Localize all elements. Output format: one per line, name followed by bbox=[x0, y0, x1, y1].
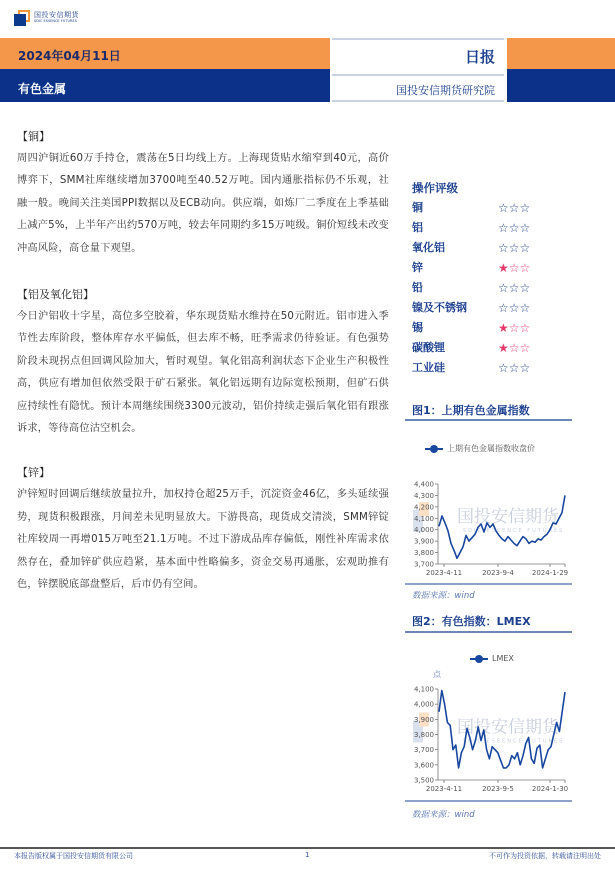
svg-text:3,700: 3,700 bbox=[413, 746, 434, 755]
rating-stars bbox=[498, 238, 530, 258]
star-empty-icon: ☆ bbox=[498, 301, 509, 315]
figure-2-chart bbox=[405, 683, 575, 798]
figure-2-bottom-rule bbox=[405, 800, 572, 802]
figure-1-chart bbox=[405, 478, 575, 582]
star-filled-icon: ★ bbox=[498, 261, 509, 275]
svg-text:SDIC ESSENCE FUTURES: SDIC ESSENCE FUTURES bbox=[463, 738, 565, 745]
svg-text:2023-9-5: 2023-9-5 bbox=[482, 785, 514, 793]
rating-row bbox=[412, 338, 607, 358]
rating-commodity: 工业硅 bbox=[412, 361, 445, 374]
rating-row bbox=[412, 218, 607, 238]
star-empty-icon: ☆ bbox=[508, 281, 520, 295]
legend-label: LMEX bbox=[492, 654, 514, 663]
rating-stars bbox=[498, 358, 530, 378]
report-type: 日报 bbox=[464, 48, 495, 66]
rating-row bbox=[412, 198, 607, 218]
star-empty-icon: ☆ bbox=[508, 341, 520, 355]
svg-text:4,200: 4,200 bbox=[413, 503, 434, 512]
svg-text:4,100: 4,100 bbox=[413, 685, 434, 694]
star-empty-icon: ☆ bbox=[498, 221, 509, 235]
svg-text:3,800: 3,800 bbox=[413, 731, 434, 739]
svg-text:4,000: 4,000 bbox=[413, 526, 434, 535]
logo-icon bbox=[14, 10, 30, 26]
section-copper bbox=[17, 126, 389, 260]
star-empty-icon: ☆ bbox=[508, 241, 520, 255]
svg-text:2023-4-11: 2023-4-11 bbox=[425, 569, 463, 577]
star-empty-icon: ☆ bbox=[498, 201, 509, 215]
star-empty-icon: ☆ bbox=[519, 361, 531, 375]
star-empty-icon: ☆ bbox=[508, 301, 520, 315]
svg-text:4,000: 4,000 bbox=[413, 700, 434, 709]
svg-text:3,500: 3,500 bbox=[413, 776, 434, 785]
rating-commodity: 氧化铝 bbox=[412, 241, 445, 254]
rating-stars bbox=[498, 298, 530, 318]
rating-commodity: 锡 bbox=[412, 321, 423, 334]
svg-text:SDIC ESSENCE FUTURES: SDIC ESSENCE FUTURES bbox=[463, 528, 565, 534]
section-body: 周四沪铜近60万手持仓，震荡在5日均线上方。上海现货贴水缩窄到40元，高价博弈下，SMM社库继续增加3700吨至40.52万吨。国内通胀指标仍不乐观，社融一般。晚间关注美国PPI数据以及ECB动向。供应端，如炼厂二季度在上季基础上减产5%，上半年产出约570万吨，较去年同期约多15万吨级。铜价短线未改变冲高风险，高仓量下观望。 bbox=[17, 153, 389, 254]
legend-marker-icon bbox=[425, 445, 443, 453]
star-empty-icon: ☆ bbox=[498, 361, 509, 375]
star-empty-icon: ☆ bbox=[508, 201, 520, 215]
svg-text:4,300: 4,300 bbox=[413, 491, 434, 500]
star-empty-icon: ☆ bbox=[519, 261, 531, 275]
star-empty-icon: ☆ bbox=[498, 241, 509, 255]
figure-1-divider bbox=[405, 419, 572, 421]
rating-stars bbox=[498, 338, 530, 358]
star-filled-icon: ★ bbox=[498, 321, 509, 335]
star-empty-icon: ☆ bbox=[519, 201, 531, 215]
svg-text:国投安信期货: 国投安信期货 bbox=[457, 507, 559, 527]
rating-commodity: 镍及不锈钢 bbox=[412, 301, 467, 314]
rating-commodity: 锌 bbox=[412, 261, 423, 274]
figure-2-source: 数据来源：wind bbox=[412, 810, 475, 820]
star-empty-icon: ☆ bbox=[519, 281, 531, 295]
logo-cn-text: 国投安信期货 bbox=[34, 11, 79, 20]
star-empty-icon: ☆ bbox=[508, 261, 520, 275]
svg-text:3,900: 3,900 bbox=[413, 715, 434, 724]
star-empty-icon: ☆ bbox=[508, 321, 520, 335]
commentary-column bbox=[17, 126, 389, 621]
figure-2-title: 图2：有色指数：LMEX bbox=[412, 615, 531, 628]
rating-commodity: 碳酸锂 bbox=[412, 341, 445, 354]
legend-marker-icon bbox=[470, 655, 488, 663]
svg-text:3,600: 3,600 bbox=[413, 761, 434, 770]
company-logo bbox=[14, 10, 79, 26]
rating-row bbox=[412, 358, 607, 378]
rating-commodity: 铝 bbox=[412, 221, 423, 234]
star-empty-icon: ☆ bbox=[519, 341, 531, 355]
section-body: 今日沪铝收十字星，高位多空胶着，华东现货贴水维持在50元附近。铝市进入季节性去库阶段，整体库存水平偏低，但去库不畅，旺季需求仍待验证。有色强势阶段未现拐点但回调风险加大，暂时观望。氧化铝高利润状态下企业生产积极性高，供应有增加但依然受限于矿石紧张。氧化铝远期有边际宽松预期，但矿石供应持续性有隐忧。预计本周继续围绕3300元波动，铝价持续走强后氧化铝有跟涨诉求，等待高位沽空机会。 bbox=[17, 311, 389, 435]
svg-text:4,400: 4,400 bbox=[413, 480, 434, 489]
rating-row bbox=[412, 318, 607, 338]
svg-text:国投安信期货: 国投安信期货 bbox=[457, 717, 559, 738]
section-title: 【铝及氧化铝】 bbox=[17, 288, 94, 302]
svg-text:3,700: 3,700 bbox=[413, 560, 434, 569]
section-title: 【锌】 bbox=[17, 466, 50, 480]
footer-divider bbox=[0, 847, 615, 849]
figure-1-bottom-rule bbox=[405, 583, 572, 585]
figure-2-legend bbox=[470, 654, 514, 663]
star-empty-icon: ☆ bbox=[519, 221, 531, 235]
rating-stars bbox=[498, 198, 530, 218]
star-empty-icon: ☆ bbox=[519, 321, 531, 335]
rating-stars bbox=[498, 218, 530, 238]
report-date: 2024年04月11日 bbox=[18, 49, 121, 63]
svg-text:2024-1-29: 2024-1-29 bbox=[531, 569, 569, 577]
figure-2-divider bbox=[405, 631, 572, 633]
svg-text:2023-4-11: 2023-4-11 bbox=[425, 785, 463, 793]
header-right-box bbox=[330, 38, 507, 102]
section-aluminium bbox=[17, 284, 389, 440]
sector-label: 有色金属 bbox=[18, 82, 67, 96]
figure-1-title: 图1：上期有色金属指数 bbox=[412, 404, 530, 417]
header-band-blue-right bbox=[507, 69, 615, 102]
star-empty-icon: ☆ bbox=[519, 241, 531, 255]
svg-text:2024-1-30: 2024-1-30 bbox=[531, 785, 569, 793]
star-empty-icon: ☆ bbox=[519, 301, 531, 315]
logo-en-text: SDIC ESSENCE FUTURES bbox=[34, 19, 77, 24]
rating-row bbox=[412, 298, 607, 318]
svg-text:4,100: 4,100 bbox=[413, 514, 434, 523]
rating-stars bbox=[498, 278, 530, 298]
star-empty-icon: ☆ bbox=[498, 281, 509, 295]
figure-1-source: 数据来源：wind bbox=[412, 591, 475, 601]
rating-row bbox=[412, 278, 607, 298]
institute-name: 国投安信期货研究院 bbox=[396, 84, 495, 97]
ratings-panel bbox=[412, 178, 607, 378]
section-body: 沪锌短时回调后继续放量拉升，加权持仓超25万手，沉淀资金46亿，多头延续强势，现货积极跟涨，月间差未见明显放大。下游畏高，现货成交清淡，SMM锌锭社库较周一再增015万吨至21.1万吨。不过下游成品库存偏低，刚性补库需求依然存在，叠加锌矿供应趋紧，基本面中性略偏多，资金交易再通胀，宏观助推有色，锌摆脱底部盘整后，后市仍有空间。 bbox=[17, 489, 389, 591]
ratings-list bbox=[412, 198, 607, 378]
rating-commodity: 铅 bbox=[412, 281, 423, 294]
star-empty-icon: ☆ bbox=[508, 361, 520, 375]
footer-copyright: 本报告版权属于国投安信期货有限公司 bbox=[14, 852, 133, 860]
star-filled-icon: ★ bbox=[498, 341, 509, 355]
rating-row bbox=[412, 238, 607, 258]
rating-stars bbox=[498, 258, 530, 278]
svg-text:3,800: 3,800 bbox=[413, 549, 434, 558]
section-zinc bbox=[17, 462, 389, 596]
rating-row bbox=[412, 258, 607, 278]
section-title: 【铜】 bbox=[17, 130, 50, 143]
svg-text:3,900: 3,900 bbox=[413, 537, 434, 546]
star-empty-icon: ☆ bbox=[508, 221, 520, 235]
legend-label: 上期有色金属指数收盘价 bbox=[447, 444, 535, 453]
rating-commodity: 铜 bbox=[412, 201, 423, 214]
rating-stars bbox=[498, 318, 530, 338]
ratings-title: 操作评级 bbox=[412, 181, 458, 195]
footer-disclaimer: 不可作为投资依据，转载请注明出处 bbox=[489, 852, 601, 860]
page-number: 1 bbox=[305, 851, 310, 859]
svg-text:2023-9-4: 2023-9-4 bbox=[482, 569, 514, 577]
figure-1-legend bbox=[425, 443, 535, 454]
figure-2-unit: 点 bbox=[433, 670, 441, 679]
header-band-orange-right bbox=[507, 38, 615, 69]
